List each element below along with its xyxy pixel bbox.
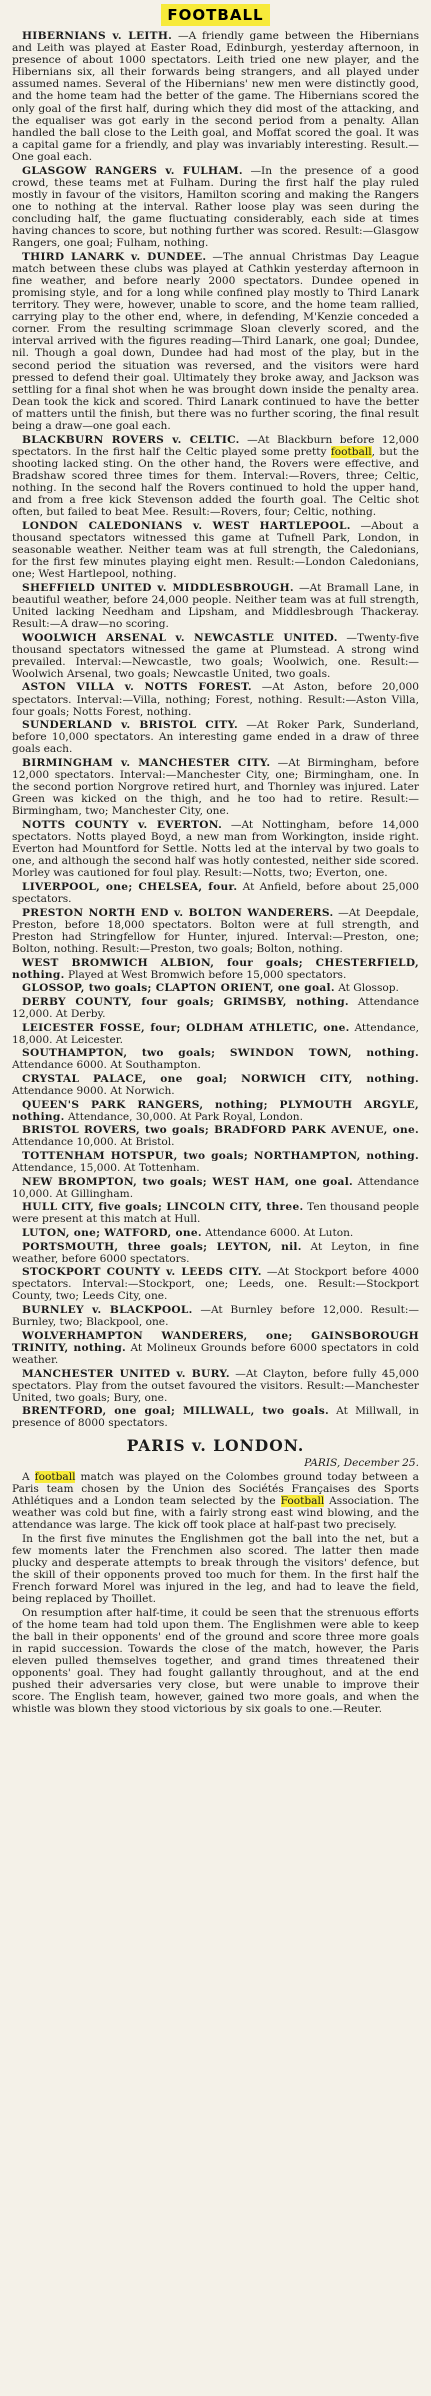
paris-headline: PARIS v. LONDON. [126,1435,305,1455]
match-headline: WOLVERHAMPTON WANDERERS, one; GAINSBOROUGH TRINITY, nothing. [12,1329,419,1354]
match-report [12,1022,419,1046]
match-body: At Glossop. [338,982,399,995]
match-body: Ten thousand people were present at this match at Hull. [12,1201,420,1226]
match-headline: TOTTENHAM HOTSPUR, two goals; NORTHAMPTON, nothing. [22,1149,419,1162]
match-report [12,996,419,1020]
match-headline: SHEFFIELD UNITED v. MIDDLESBROUGH. [22,581,294,594]
match-report [12,719,419,755]
match-headline: SUNDERLAND v. BRISTOL CITY. [22,719,238,732]
match-report [12,1241,419,1265]
match-body: —A friendly game between the Hibernians and Leith was played at Easter Road, Edinburgh, yesterday afternoon, in presence of about 1000 spectators. Leith tried one new player, and the Hibernians six, all their forwards being strangers, and all played under assumed names. Several of the Hibernians' new men were distinctly good, and the home team had the better of the game. The Hibernians scored the only goal of the first half, during which they did most of the attacking, and the equaliser was got early in the second period from a penalty. Allan handled the ball close to the Leith goal, and Moffat scored the goal. It was a capital game for a friendly, and play was invariably interesting. Result.—One goal each. [12,30,420,163]
paris-dateline: PARIS, December 25. [304,1456,419,1469]
match-body: —At Stockport before 4000 spectators. Interval:—Stockport, one; Leeds, one. Result:—Stockport County, two; Leeds City, one. [12,1266,419,1303]
match-headline: ASTON VILLA v. NOTTS FOREST. [22,681,252,694]
match-report [12,982,419,994]
match-headline: BIRMINGHAM v. MANCHESTER CITY. [22,757,271,770]
match-body: Attendance 6000. At Luton. [205,1227,354,1239]
match-body: —At Birmingham, before 12,000 spectators. Interval:—Manchester City, one; Birmingham, one. In the second portion Norgrove retired hurt, and Thornley was injured. Later Green was kicked on the thigh, and he too had to retire. Result:—Birmingham, two; Manchester City, one. [12,757,420,818]
match-headline: BLACKBURN ROVERS v. CELTIC. [22,433,240,446]
paris-paragraph: In the first five minutes the Englishmen got the ball into the net, but a few moments later the Frenchmen also scored. The latter then made plucky and desperate attempts to break through the visitors' defence, but the skill of their opponents proved too much for them. In the first half the French forward Morel was injured in the leg, and had to leave the field, being replaced by Thoillet. [12,1532,419,1606]
match-body: —At Roker Park, Sunderland, before 10,000 spectators. An interesting game ended in a draw of three goals each. [12,719,419,756]
masthead-title: FOOTBALL [161,4,269,26]
match-report [12,1073,419,1097]
search-highlight: football [330,445,372,458]
match-headline: SOUTHAMPTON, two goals; SWINDON TOWN, nothing. [22,1047,419,1060]
match-body: —At Deepdale, Preston, before 18,000 spectators. Bolton were at full strength, and Preston had Stringfellow for Hunter, injured. Interval:—Preston, one; Bolton, nothing. Result:—Preston, two goals; Bolton, nothing. [12,906,420,955]
match-report [12,520,419,580]
match-report [12,434,419,519]
paris-paragraph: On resumption after half-time, it could be seen that the strenuous efforts of the home team had told upon them. The Englishmen were able to keep the ball in their opponents' end of the ground and score three more goals in rapid succession. Towards the close of the match, however, the Paris eleven pulled themselves together, and grand times threatened their opponents' goal. They had fought gallantly throughout, and at the end pushed their adversaries very close, but were unable to improve their score. The English team, however, gained two more goals, and when the whistle was blown they stood victorious by six goals to one.—Reuter. [12,1606,419,1716]
match-headline: BRISTOL ROVERS, two goals; BRADFORD PARK AVENUE, one. [22,1124,419,1137]
match-body: —At Aston, before 20,000 spectators. Interval:—Villa, nothing; Forest, nothing. Result:—Aston Villa, four goals; Notts Forest, nothing. [12,681,419,718]
match-report [12,957,419,981]
match-headline: STOCKPORT COUNTY v. LEEDS CITY. [22,1266,262,1279]
match-report [12,632,419,680]
match-report [12,1368,419,1404]
match-headline: LIVERPOOL, one; CHELSEA, four. [22,880,238,893]
match-report [12,165,419,250]
match-headline: WEST BROMWICH ALBION, four goals; CHESTERFIELD, nothing. [12,956,419,981]
match-headline: PORTSMOUTH, three goals; LEYTON, nil. [22,1240,302,1253]
match-body: Attendance, 30,000. At Park Royal, London. [67,1110,303,1123]
match-headline: NOTTS COUNTY v. EVERTON. [22,819,223,831]
match-report [12,1227,419,1239]
match-report [12,1150,419,1174]
match-report [12,757,419,817]
match-report [12,1176,419,1200]
match-report [12,1201,419,1225]
match-headline: QUEEN'S PARK RANGERS, nothing; PLYMOUTH ARGYLE, nothing. [12,1098,419,1123]
match-headline: BURNLEY v. BLACKPOOL. [22,1304,193,1317]
match-body: Attendance 10,000. At Gillingham. [12,1175,419,1200]
match-body: Attendance, 15,000. At Tottenham. [12,1162,200,1175]
match-report [12,1047,419,1071]
match-report [12,1099,419,1123]
match-report [12,1330,419,1366]
match-report [12,907,419,955]
match-headline: LEICESTER FOSSE, four; OLDHAM ATHLETIC, one. [22,1021,350,1034]
paris-paragraph: A football match was played on the Colombes ground today between a Paris team chosen by the Union des Sociétés Françaises des Sports Athlétiques and a London team selected by the Football Association. The weather was cold but fine, with a fairly strong east wind blowing, and the attendance was large. The kick off took place at half-past two precisely. [12,1470,419,1532]
match-report [12,681,419,717]
match-headline: DERBY COUNTY, four goals; GRIMSBY, nothing. [22,995,349,1008]
match-report [12,1266,419,1302]
match-headline: NEW BROMPTON, two goals; WEST HAM, one goal. [22,1175,354,1188]
match-report [12,582,419,630]
match-headline: CRYSTAL PALACE, one goal; NORWICH CITY, nothing. [22,1072,419,1085]
match-headline: GLASGOW RANGERS v. FULHAM. [22,164,243,177]
match-headline: WOOLWICH ARSENAL v. NEWCASTLE UNITED. [22,631,338,644]
match-headline: THIRD LANARK v. DUNDEE. [22,250,207,263]
match-headline: LONDON CALEDONIANS v. WEST HARTLEPOOL. [22,519,351,532]
match-report [12,30,419,163]
match-body: —At Nottingham, before 14,000 spectators. Notts played Boyd, a new man from Workington, inside right. Everton had Mountford for Settle. Notts led at the interval by two goals to one, and although the second half was hotly contested, neither side scored. Morley was cautioned for foul play. Result:—Notts, two; Everton, one. [12,819,420,880]
match-report [12,1304,419,1328]
match-body: At Molineux Grounds before 6000 spectators in cold weather. [12,1341,419,1366]
match-body: Attendance 6000. At Southampton. [12,1059,201,1072]
match-body: —At Blackburn before 12,000 spectators. In the first half the Celtic played some pretty football, but the shooting lacked sting. On the other hand, the Rovers were effective, and Bradshaw scored three times for them. Interval:—Rovers, three; Celtic, nothing. In the second half the Rovers continued to hold the upper hand, and from a free kick Stevenson added the fourth goal. The Celtic shot often, but failed to beat Mee. Result:—Rovers, four; Celtic, nothing. [12,433,419,519]
match-body: Played at West Bromwich before 15,000 spectators. [67,968,347,981]
match-headline: GLOSSOP, two goals; CLAPTON ORIENT, one goal. [22,982,335,995]
match-body: —In the presence of a good crowd, these teams met at Fulham. During the first half the play ruled mostly in favour of the visitors, Hamilton scoring and making the Rangers one to nothing at the interval. Rather loose play was seen during the concluding half, the game fluctuating considerably, each side at times having chances to score, but nothing further was scored. Result:—Glasgow Rangers, one goal; Fulham, nothing. [12,164,419,250]
match-body: —At Bramall Lane, in beautiful weather, before 24,000 people. Neither team was at full strength, United lacking Needham and Lipsham, and Middlesbrough Thackeray. Result:—A draw—no scoring. [12,581,419,630]
match-headline: HIBERNIANS v. LEITH. [22,30,173,42]
match-body: Attendance 9000. At Norwich. [12,1084,175,1097]
match-headline: PRESTON NORTH END v. BOLTON WANDERERS. [22,906,334,919]
match-body: —About a thousand spectators witnessed this game at Tufnell Park, London, in seasonable weather. Neither team was at full strength, the Caledonians, for the first few minutes playing eight men. Result:—London Caledonians, one; West Hartlepool, nothing. [12,519,419,581]
match-report [12,819,419,879]
match-headline: HULL CITY, five goals; LINCOLN CITY, three. [22,1201,304,1214]
search-highlight: football [34,1470,76,1483]
match-reports [12,30,419,1430]
search-highlight: Football [280,1494,325,1507]
match-body: At Anfield, before about 25,000 spectators. [12,880,420,906]
match-report [12,251,419,432]
paris-article [12,1471,419,1716]
match-report [12,881,419,905]
match-body: At Leyton, in fine weather, before 6000 spectators. [12,1240,419,1265]
match-body: Attendance 10,000. At Bristol. [12,1136,175,1149]
match-headline: BRENTFORD, one goal; MILLWALL, two goals. [22,1405,329,1418]
match-report [12,1405,419,1429]
match-body: —At Clayton, before fully 45,000 spectators. Play from the outset favoured the visitors. Result:—Manchester United, two goals; Bury, one. [12,1367,419,1404]
match-headline: LUTON, one; WATFORD, one. [22,1227,202,1239]
match-body: —The annual Christmas Day League match between these clubs was played at Cathkin yesterday afternoon in fine weather, and before nearly 2000 spectators. Dundee opened in promising style, and for a long while confined play mostly to Third Lanark territory. They were, however, unable to score, and the home team rallied, carrying play to the other end, where, in defending, M'Kenzie conceded a corner. From the resulting scrimmage Sloan cleverly scored, and the interval arrived with the figures reading—Third Lanark, one goal; Dundee, nil. Though a goal down, Dundee had had most of the play, but in the second period the situation was reversed, and the visitors were hard pressed to defend their goal. Ultimately they broke away, and Jackson was settling for a final shot when he was brought down inside the penalty area. Dean took the kick and scored. Third Lanark continued to have the better of matters until the finish, but there was no further scoring, the final result being a draw—one goal each. [12,250,420,432]
match-body: —Twenty-five thousand spectators witnessed the game at Plumstead. A strong wind prevailed. Interval:—Newcastle, two goals; Woolwich, one. Result:—Woolwich Arsenal, two goals; Newcastle United, two goals. [12,631,419,680]
match-headline: MANCHESTER UNITED v. BURY. [22,1367,230,1380]
match-body: —At Burnley before 12,000. Result:—Burnley, two; Blackpool, one. [12,1304,419,1329]
match-body: Attendance 12,000. At Derby. [12,995,420,1020]
match-body: At Millwall, in presence of 8000 spectators. [12,1405,419,1430]
match-report [12,1124,419,1148]
match-body: Attendance, 18,000. At Leicester. [12,1021,420,1046]
